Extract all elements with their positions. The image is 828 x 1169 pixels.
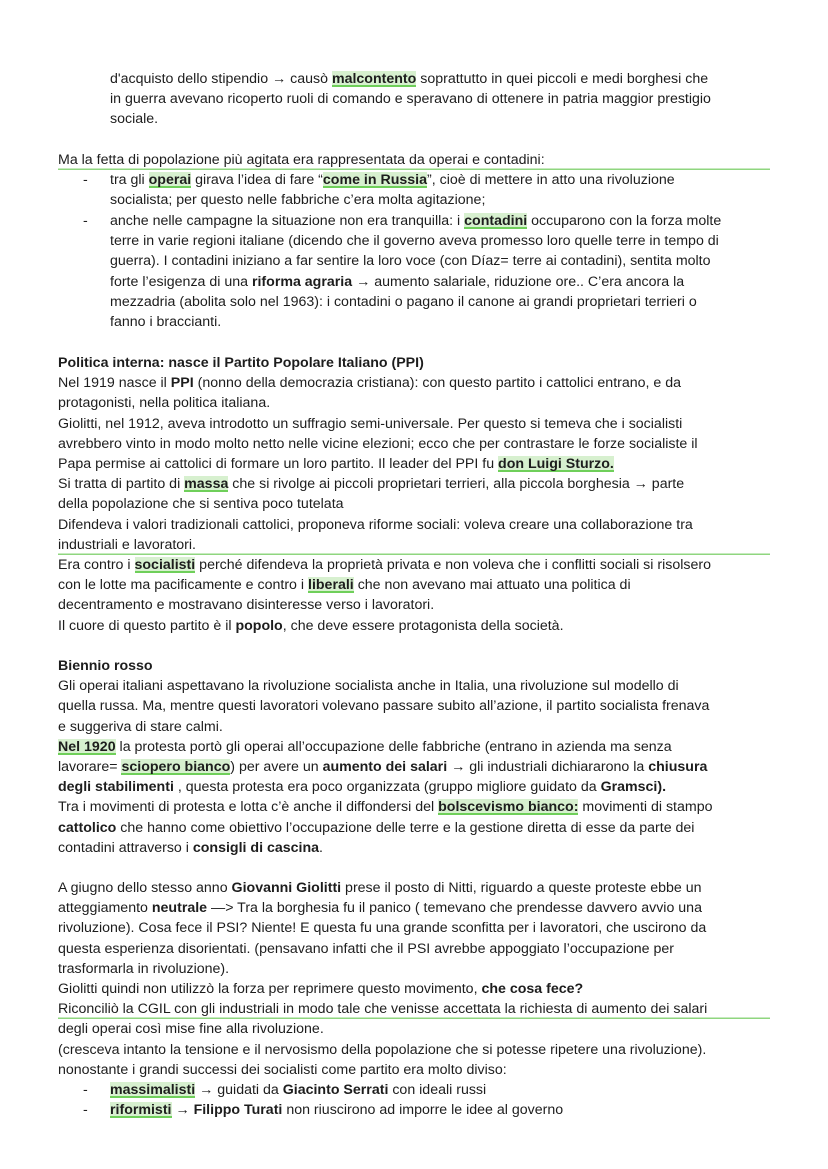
text: guerra). I contadini iniziano a far sentire la loro voce (con Díaz= terre ai contadini), sentita molto [110,253,711,270]
highlight: contadini [464,213,528,229]
bullet-operai [110,170,770,210]
text: contadini attraverso i [58,839,193,856]
text: Papa permise ai cattolici di formare un loro partito. Il leader del PPI fu [58,456,499,473]
text: Tra i movimenti di protesta e lotta c’è anche il diffondersi del [58,799,439,816]
text: avrebbero vinto in modo molto netto nelle vicine elezioni; ecco che per contrastare le forze socialiste il [58,435,698,452]
text: la protesta portò gli operai all’occupazione delle fabbriche (entrano in azienda ma senza [115,738,672,755]
text: lavorare= [58,759,122,776]
text: Ma la fetta di popolazione più agitata era rappresentata da operai e contadini: [58,150,770,170]
text: Si tratta di partito di [58,476,185,493]
text: anche nelle campagne la situazione non era tranquilla: i [110,213,465,229]
highlight: malcontento [331,71,417,87]
highlight: sciopero bianco [121,759,231,776]
text: —> Tra la borghesia fu il panico ( temevano che prendesse davvero avvio una [207,900,702,917]
text: → gli industriali dichiararono la [447,759,649,776]
bullet: - [83,213,88,229]
text: tra gli [110,172,149,188]
text: Nel 1919 nasce il [58,375,171,392]
ppi-section [58,353,770,636]
text: Difendeva i valori tradizionali cattolici, proponeva riforme sociali: voleva creare una collaborazione tra [58,516,693,533]
intro-paragraph [110,69,770,130]
text: Giolitti quindi non utilizzò la forza per reprimere questo movimento, [58,981,482,998]
text: socialista; per questo nelle fabbriche c’era molta agitazione; [110,192,486,209]
bold: consigli di cascina [192,839,320,856]
bullet: - [83,172,88,188]
section-heading: Politica interna: nasce il Partito Popolare Italiano (PPI) [58,355,424,371]
text: Riconciliò la CGIL con gli industriali in modo tale che venisse accettata la richiesta di aumento dei salari [58,999,770,1019]
text: nonostante i grandi successi dei socialisti come partito era molto diviso: [58,1061,507,1078]
text: che hanno come obiettivo l’occupazione delle terre e la gestione diretta di esse da parte dei [116,819,695,836]
bold: PPI [170,375,194,392]
bold: che cosa fece? [481,981,584,998]
bullet-contadini [110,211,770,332]
text: e suggeriva di stare calmi. [58,718,223,735]
bullet: - [83,1102,88,1118]
highlight: massa [184,476,229,493]
text: Gli operai italiani aspettavano la rivoluzione socialista anche in Italia, una rivoluzione sul modello di [58,678,679,695]
text: soprattutto in quei piccoli e medi borghesi che [416,71,709,87]
text: ) per avere un [230,759,323,776]
text: → guidati da [195,1082,283,1098]
text: ”, cioè di mettere in atto una rivoluzione [427,172,675,188]
text: con le lotte ma pacificamente e contro i [58,577,308,594]
bold: cattolico [58,819,117,836]
text: protagonisti, nella politica italiana. [58,395,271,412]
text: Il cuore di questo partito è il [58,617,236,634]
bold: Filippo Turati [193,1102,283,1118]
text: mezzadria (abolita solo nel 1963): i contadini o pagano il canone ai grandi proprietari terrieri o [110,293,697,310]
text: . [319,839,323,856]
text: perché difendeva la proprietà privata e non voleva che i conflitti sociali si risolsero [195,557,711,574]
text: forte l’esigenza di una [110,273,252,290]
text: che si rivolge ai piccoli proprietari terrieri, alla piccola borghesia → parte [228,476,685,493]
biennio-section [58,656,770,858]
text: quella russa. Ma, mentre questi lavoratori volevano passare subito all’azione, il partito socialista frenava [58,698,710,715]
text: → aumento salariale, riduzione ore.. C’era ancora la [352,273,685,290]
bold: popolo [235,617,283,634]
popolazione-line [58,150,770,170]
bold: Giovanni Giolitti [231,880,342,896]
text: Era contro i [58,557,135,574]
highlight: come in Russia [322,172,428,188]
bold: Gramsci). [600,779,667,796]
highlight: bolscevismo bianco: [438,799,579,816]
bold: neutrale [151,900,208,917]
text: industriali e lavoratori. [58,535,770,555]
highlight: Nel 1920 [58,738,116,755]
text: (cresceva intanto la tensione e il nervosismo della popolazione che si potesse ripetere una rivoluzione). [58,1041,707,1058]
section-heading: Biennio rosso [58,658,153,674]
giolitti-section [58,878,770,1080]
text: movimenti di stampo [578,799,713,816]
highlight: operai [148,172,192,188]
text: prese il posto di Nitti, riguardo a queste proteste ebbe un [341,880,702,896]
text: non riuscirono ad imporre le idee al governo [282,1102,564,1118]
text: che non avevano mai attuato una politica di [353,577,631,594]
bullet-massimalisti [110,1080,770,1100]
highlight: riformisti [110,1102,172,1118]
text: sociale. [110,111,159,128]
text: atteggiamento [58,900,152,917]
text: , questa protesta era poco organizzata (gruppo migliore guidato da [173,779,601,796]
highlight: massimalisti [110,1082,196,1098]
text: A giugno dello stesso anno [58,880,232,896]
text: girava l’idea di fare “ [191,172,323,188]
text: fanno i braccianti. [110,314,222,331]
text: rivoluzione). Cosa fece il PSI? Niente! E questa fu una grande sconfitta per i lavoratori, che uscirono da [58,920,707,937]
bold: riforma agraria [251,273,353,290]
text: questa esperienza disorientati. (pensavano infatti che il PSI avrebbe appoggiato l’occupazione per [58,940,674,957]
bullet: - [83,1082,88,1098]
text: , che deve essere protagonista della società. [282,617,564,634]
text: degli operai così mise fine alla rivoluzione. [58,1021,324,1038]
bullet-riformisti [110,1100,770,1120]
text: (nonno della democrazia cristiana): con questo partito i cattolici entrano, e da [193,375,682,392]
text: della popolazione che si sentiva poco tutelata [58,496,344,513]
bold: Giacinto Serrati [282,1082,389,1098]
bold: chiusura [648,759,708,776]
text: occuparono con la forza molte [527,213,722,229]
text: con ideali russi [388,1082,487,1098]
bold: degli stabilimenti [58,779,174,796]
text: → [171,1102,194,1118]
text: terre in varie regioni italiane (dicendo che il governo aveva promesso loro quelle terre in tempo di [110,233,719,250]
text: decentramento e mostravano disinteresse verso i lavoratori. [58,597,435,614]
text: in guerra avevano ricoperto ruoli di comando e speravano di ottenere in patria maggior prestigio [110,91,711,108]
text: trasformarla in rivoluzione). [58,960,230,977]
highlight: liberali [308,577,354,594]
bold: aumento dei salari [322,759,448,776]
text: Giolitti, nel 1912, aveva introdotto un suffragio semi-universale. Per questo si temeva che i socialisti [58,415,683,432]
highlight: don Luigi Sturzo. [498,456,614,473]
text: d'acquisto dello stipendio → causò [110,71,332,87]
highlight: socialisti [134,557,196,574]
